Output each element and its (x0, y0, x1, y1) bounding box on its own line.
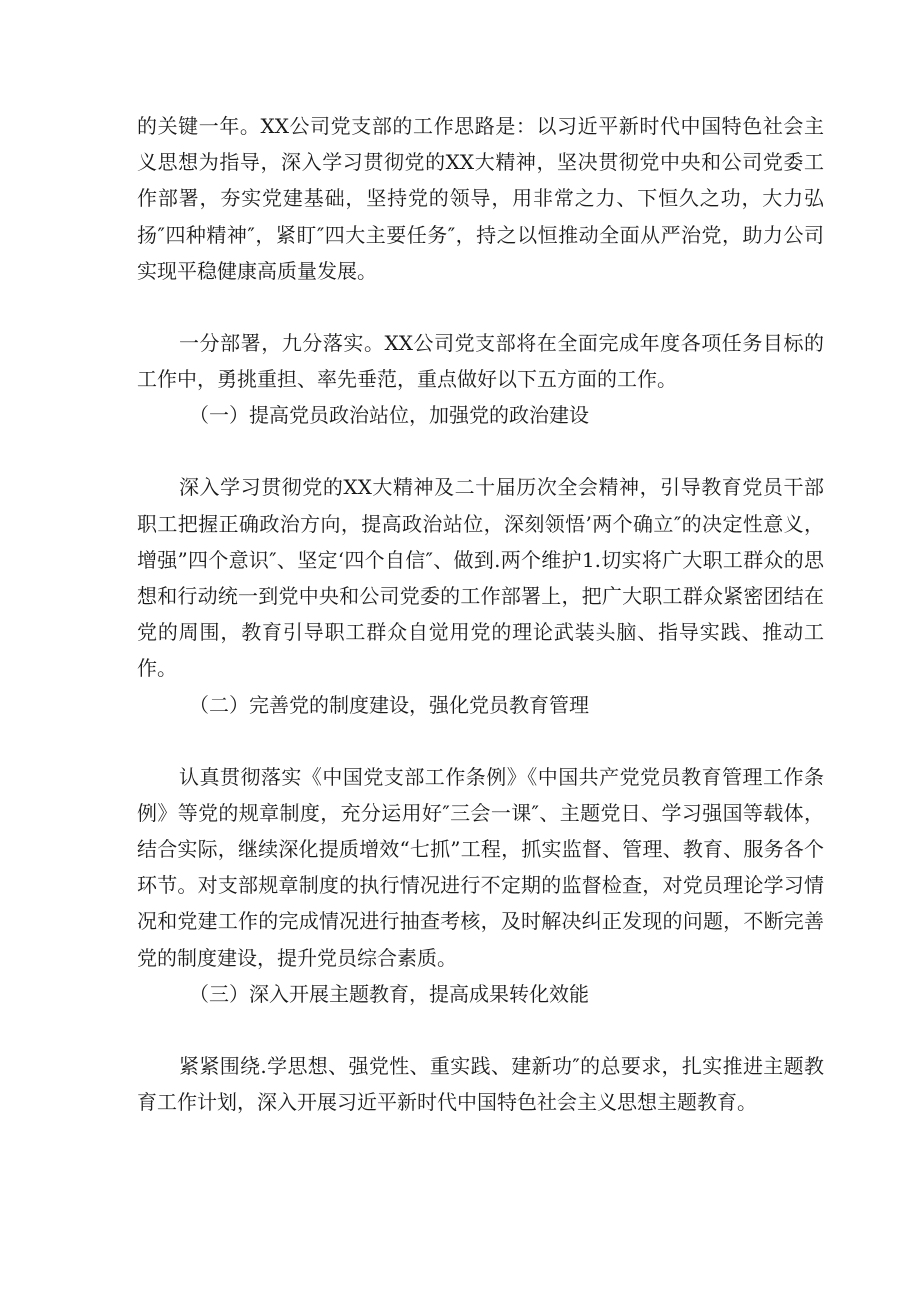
body-paragraph-system-building: 认真贯彻落实《中国党支部工作条例》《中国共产党党员教育管理工作条例》等党的规章制度，充分运用好″三会一课″、主题党日、学习强国等载体，结合实际，继续深化提质增效“七抓”工程，抓实监督、管理、教育、服务各个环节。对支部规章制度的执行情况进行不定期的监督检查，对党员理论学习情况和党建工作的完成情况进行抽查考核，及时解决纠正发现的问题，不断完善党的制度建设，提升党员综合素质。 (137, 764, 824, 970)
body-paragraph-work-approach: 的关键一年。XX公司党支部的工作思路是：以习近平新时代中国特色社会主义思想为指导，深入学习贯彻党的XX大精神，坚决贯彻党中央和公司党委工作部署，夯实党建基础，坚持党的领导，用非常之力、下恒久之功，大力弘扬″四种精神″，紧盯″四大主要任务″，持之以恒推动全面从严治党，助力公司实现平稳健康高质量发展。 (137, 114, 824, 283)
section-heading-2: （二）完善党的制度建设，强化党员教育管理 (189, 692, 589, 717)
body-paragraph-political-building: 深入学习贯彻党的XX大精神及二十届历次全会精神，引导教育党员干部职工把握正确政治方向，提高政治站位，深刻领悟’两个确立″的决定性意义，增强”四个意识″、坚定‘四个自信″、做到.两个维护1.切实将广大职工群众的思想和行动统一到党中央和公司党委的工作部署上，把广大职工群众紧密团结在党的周围，教育引导职工群众自觉用党的理论武装头脑、指导实践、推动工作。 (137, 475, 824, 681)
body-paragraph-theme-education: 紧紧围绕.学思想、强党性、重实践、建新功″的总要求，扎实推进主题教育工作计划，深入开展习近平新时代中国特色社会主义思想主题教育。 (137, 1053, 824, 1115)
section-heading-1: （一）提高党员政治站位，加强党的政治建设 (189, 403, 589, 428)
body-paragraph-implementation: 一分部署，九分落实。XX公司党支部将在全面完成年度各项任务目标的工作中，勇挑重担、率先垂范，重点做好以下五方面的工作。 (137, 331, 824, 392)
section-heading-3: （三）深入开展主题教育，提高成果转化效能 (189, 981, 589, 1006)
